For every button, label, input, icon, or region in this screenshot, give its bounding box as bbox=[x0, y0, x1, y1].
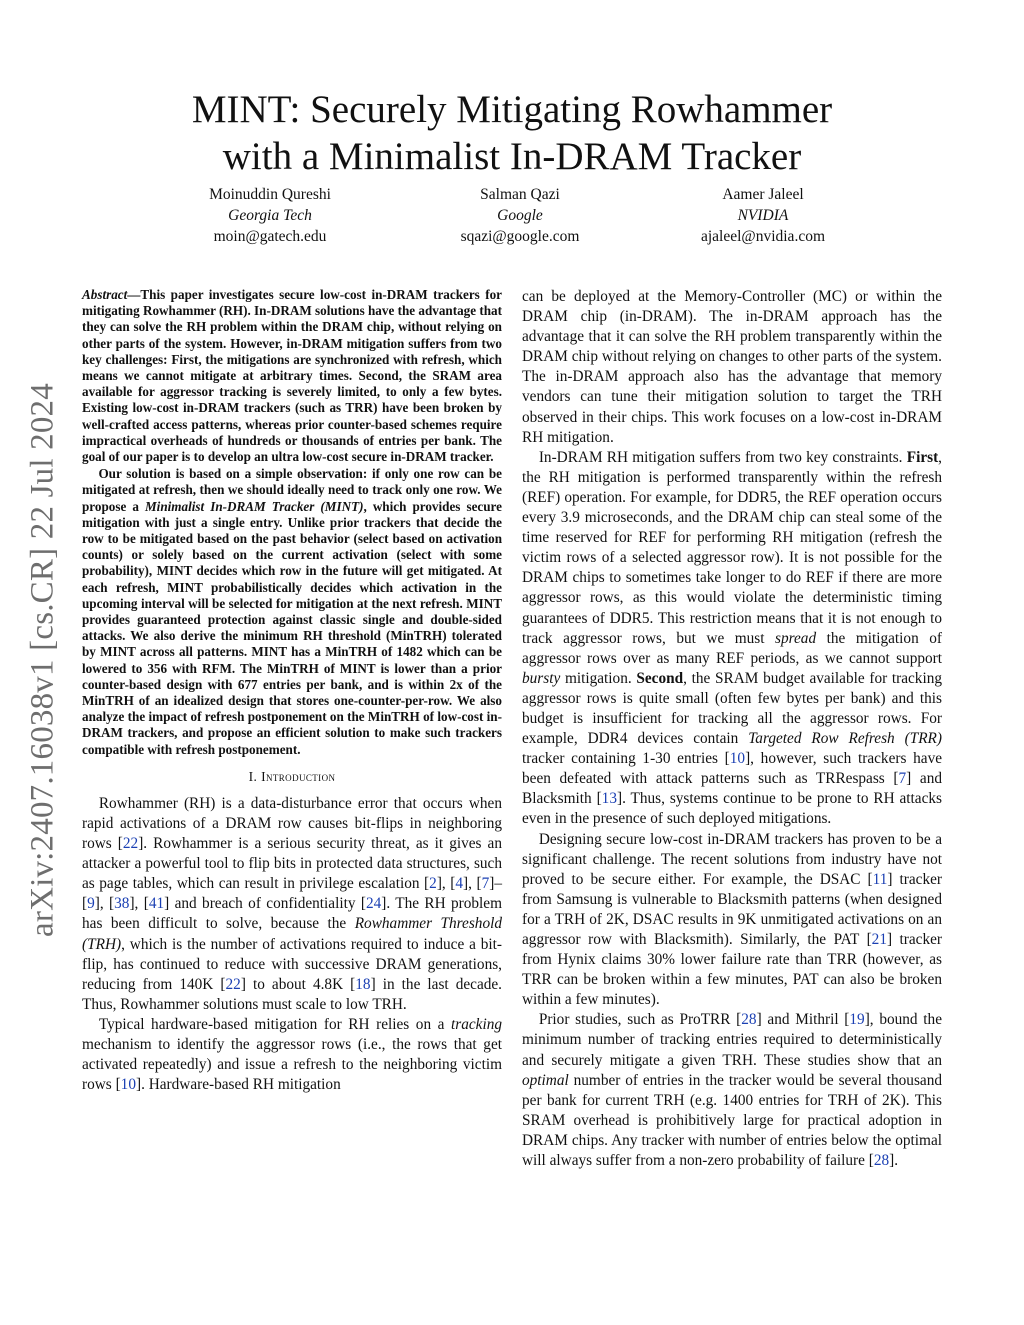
right-paragraph-designing bbox=[522, 830, 942, 1011]
text-run: the mitigation of aggressor rows over as many REF periods, as we cannot support bbox=[522, 629, 942, 667]
citation-link[interactable]: 10 bbox=[120, 1076, 136, 1094]
citation-link[interactable]: 18 bbox=[355, 975, 371, 993]
text-run: ], however, such trackers have been defeated with attack patterns such as TRRespass [ bbox=[522, 750, 943, 788]
right-paragraph-constraints bbox=[522, 448, 942, 830]
author-affiliation: NVIDIA bbox=[737, 207, 789, 224]
text-run: number of entries in the tracker would be several thousand per bank for current TRH (e.g. 1400 entries for TRH of 2K). This SRAM overhead is prohibitively large for practical adoption in DRAM chips. Any tracker with number of entries below the optimal will always suffer from a non-zero probability of failure [ bbox=[522, 1071, 942, 1170]
text-run: Rowhammer (RH) is a data-disturbance error that occurs when rapid activations of a DRAM row causes bit-flips in neighboring rows [ bbox=[82, 794, 502, 853]
author-name: Moinuddin Qureshi bbox=[209, 186, 331, 203]
citation-link[interactable]: 11 bbox=[872, 870, 888, 888]
author-name: Aamer Jaleel bbox=[722, 186, 804, 203]
section-number: I. bbox=[248, 768, 262, 784]
author-affiliation: Georgia Tech bbox=[228, 207, 312, 224]
text-run: In-DRAM RH mitigation suffers from two key constraints. bbox=[538, 448, 907, 466]
text-run: ]. bbox=[889, 1152, 899, 1170]
bold-term: First bbox=[906, 448, 939, 466]
citation-link[interactable]: 41 bbox=[148, 895, 165, 913]
author-email: moin@gatech.edu bbox=[213, 228, 327, 245]
citation-link[interactable]: 7 bbox=[481, 875, 490, 893]
term-emphasis: spread bbox=[775, 629, 817, 647]
text-run: ] tracker from Samsung is vulnerable to Blacksmith patterns (when designed for a TRH of 2K, DSAC results in 9K unmitigated activations on an aggressor row with Blacksmith). Similarly, the PAT [ bbox=[522, 870, 942, 948]
author-block bbox=[150, 184, 890, 254]
title-line-1: MINT: Securely Mitigating Rowhammer bbox=[191, 88, 833, 131]
author-2 bbox=[400, 184, 640, 247]
text-run: ] in the last decade. Thus, Rowhammer solutions must scale to low TRH. bbox=[82, 975, 503, 1013]
text-run: ], [ bbox=[94, 895, 115, 913]
author-email: ajaleel@nvidia.com bbox=[700, 228, 825, 245]
right-paragraph-prior-studies bbox=[522, 1010, 942, 1171]
abstract-text: , which provides secure mitigation with just a single entry. Unlike prior trackers that decide the row to be mitigated based on the past behavior (select based on activation counts) or solely based on the current activation (select with some probability), MINT decides which row in the future will get mitigated. At each refresh, MINT probabilistically decides which activation in the upcoming interval will be selected for mitigation at the next refresh. MINT provides guaranteed protection against classic single and double-sided attacks. We also derive the minimum RH threshold (MinTRH) tolerated by MINT across all patterns. MINT has a MinTRH of 1482 which can be lowered to 356 with RFM. The MinTRH of MINT is lower than a prior counter-based design with 677 entries per bank, and is within 2x of the MinTRH of an idealized design that stores one-counter-per-row. We also analyze the impact of refresh postponement on the MinTRH of low-cost in-DRAM trackers, and propose an efficient solution to make such trackers compatible with refresh postponement. bbox=[82, 498, 502, 757]
term-emphasis: tracking bbox=[451, 1015, 502, 1033]
text-run: ]. Thus, systems continue to be prone to RH attacks even in the presence of such deployed mitigations. bbox=[522, 790, 942, 828]
arxiv-side-stamp bbox=[18, 370, 68, 950]
text-run: ], [ bbox=[463, 875, 482, 893]
abstract-text: —This paper investigates secure low-cost in-DRAM trackers for mitigating Rowhammer (RH). In-DRAM solutions have the advantage that they can solve the RH problem within the DRAM chip, without relying on other parts of the system. However, in-DRAM mitigation suffers from two key challenges: First, the mitigations are synchronized with refresh, which means we cannot mitigate at arbitrary times. Second, the SRAM area available for aggressor tracking is severely limited, to only a few bytes. Existing low-cost in-DRAM trackers (such as TRR) have been broken by well-crafted access patterns, whereas prior counter-based schemes require impractical overheads of hundreds or thousands of entries per bank. The goal of our paper is to develop an ultra low-cost secure in-DRAM tracker. bbox=[82, 287, 502, 465]
term-emphasis: optimal bbox=[522, 1071, 569, 1089]
text-run: mechanism to identify the aggressor rows (i.e., the rows that get activated repeatedly) and issue a refresh to the neighboring victim rows [ bbox=[82, 1036, 502, 1094]
citation-link[interactable]: 9 bbox=[87, 895, 95, 913]
term-emphasis: Targeted Row Refresh (TRR) bbox=[748, 730, 942, 748]
bold-term: Second bbox=[636, 669, 684, 687]
text-run: ]. The RH problem has been difficult to solve, because the bbox=[82, 895, 502, 933]
citation-link[interactable]: 19 bbox=[849, 1011, 865, 1029]
author-3 bbox=[643, 184, 883, 247]
text-run: Designing secure low-cost in-DRAM trackers has proven to be a significant challenge. The recent solutions from industry have not proved to be secure either. For example, the DSAC [ bbox=[522, 830, 942, 888]
abstract-label: Abstract bbox=[82, 287, 128, 302]
text-run: , the SRAM budget available for tracking aggressor rows is quite small (often few bytes per bank) and this budget is insufficient for tracking all the aggressor rows. For example, DDR4 devices contain bbox=[522, 669, 943, 748]
intro-paragraph-2 bbox=[82, 1015, 502, 1095]
left-column bbox=[82, 287, 502, 1095]
author-affiliation: Google bbox=[497, 207, 543, 224]
citation-link[interactable]: 4 bbox=[455, 875, 464, 893]
paper-title bbox=[0, 86, 1024, 180]
section-title: Introduction bbox=[261, 768, 336, 784]
text-run: ]. Rowhammer is a serious security threat, as it gives an attacker a powerful tool to flip bits in protected data structures, such as page tables, which can result in privilege escalation [ bbox=[82, 835, 502, 893]
citation-link[interactable]: 2 bbox=[429, 875, 437, 893]
text-run: ] tracker from Hynix claims 30% lower failure rate than TRR (however, as TRR can be broken within a few minutes, PAT can also be broken within a few minutes). bbox=[522, 931, 943, 1009]
title-line-2: with a Minimalist In-DRAM Tracker bbox=[222, 135, 802, 178]
citation-link[interactable]: 38 bbox=[114, 895, 130, 913]
term-emphasis: Rowhammer Threshold (TRH) bbox=[82, 915, 502, 953]
text-run: ]–[ bbox=[82, 875, 502, 913]
text-run: ], bound the minimum number of tracking entries required to deterministically and securely mitigate a given TRH. These studies show that an bbox=[522, 1011, 942, 1069]
text-run: Typical hardware-based mitigation for RH relies on a bbox=[98, 1015, 452, 1033]
arxiv-identifier: arXiv:2407.16038v1 [cs.CR] 22 Jul 2024 bbox=[24, 383, 61, 937]
citation-link[interactable]: 21 bbox=[871, 931, 887, 948]
abstract-paragraph-2 bbox=[82, 466, 502, 758]
citation-link[interactable]: 28 bbox=[741, 1011, 757, 1029]
citation-link[interactable]: 10 bbox=[729, 750, 746, 768]
text-run: ], [ bbox=[129, 895, 149, 913]
abstract-text: Our solution is based on a simple observation: if only one row can be mitigated at refresh, then we should ideally need to track only one row. We propose a bbox=[82, 466, 502, 514]
text-run: ] and Blacksmith [ bbox=[522, 770, 942, 808]
text-run: Prior studies, such as ProTRR [ bbox=[538, 1011, 742, 1029]
text-run: , the RH mitigation is performed transparently within the refresh (REF) operation. For example, for DDR5, the REF operation occurs every 3.9 microseconds, and the DRAM chip can steal some of the time reserved for REF for performing RH mitigation (refresh the victim rows of a selected aggressor row). It is not possible for the DRAM chips to sometimes take longer to do REF if there are more aggressor rows, as this would violate the deterministic timing guarantees of DDR5. This restriction means that it is not enough to track aggressor rows, but we must bbox=[522, 448, 942, 647]
text-run: tracker containing 1-30 entries [ bbox=[522, 750, 730, 768]
citation-link[interactable]: 24 bbox=[365, 895, 382, 913]
abstract bbox=[82, 287, 502, 758]
text-run: ]. Hardware-based RH mitigation bbox=[135, 1076, 341, 1094]
text-run: , which is the number of activations required to induce a bit-flip, has continued to reduce with successive DRAM generations, reducing from 140K [ bbox=[82, 935, 502, 993]
text-run: mitigation. bbox=[560, 669, 637, 687]
author-name: Salman Qazi bbox=[480, 186, 560, 203]
citation-link[interactable]: 13 bbox=[601, 790, 617, 808]
right-paragraph-continued: can be deployed at the Memory-Controller (MC) or within the DRAM chip (in-DRAM). The in-DRAM approach has the advantage that it can solve the RH problem transparently within the DRAM chip without relying on changes to other parts of the system. The in-DRAM approach also has the advantage that memory vendors can tune their mitigation solution to target the TRH observed in their chips. This work focuses on a low-cost in-DRAM RH mitigation. bbox=[522, 288, 942, 446]
citation-link[interactable]: 22 bbox=[225, 975, 241, 993]
citation-link[interactable]: 22 bbox=[122, 835, 139, 853]
text-run: ] and breach of confidentiality [ bbox=[164, 895, 366, 913]
abstract-paragraph-1 bbox=[82, 287, 502, 465]
section-heading-introduction bbox=[82, 769, 502, 785]
introduction-body bbox=[82, 794, 502, 1095]
abstract-emphasis: Minimalist In-DRAM Tracker (MINT) bbox=[145, 498, 364, 514]
right-column bbox=[522, 287, 942, 1171]
text-run: ] to about 4.8K [ bbox=[240, 975, 356, 993]
term-emphasis: bursty bbox=[522, 669, 561, 687]
author-email: sqazi@google.com bbox=[460, 228, 580, 245]
text-run: ] and Mithril [ bbox=[756, 1011, 850, 1029]
intro-paragraph-1 bbox=[82, 794, 502, 1015]
citation-link[interactable]: 7 bbox=[898, 770, 907, 788]
text-run: ], [ bbox=[436, 875, 456, 893]
author-1 bbox=[150, 184, 390, 247]
citation-link[interactable]: 28 bbox=[873, 1152, 890, 1170]
